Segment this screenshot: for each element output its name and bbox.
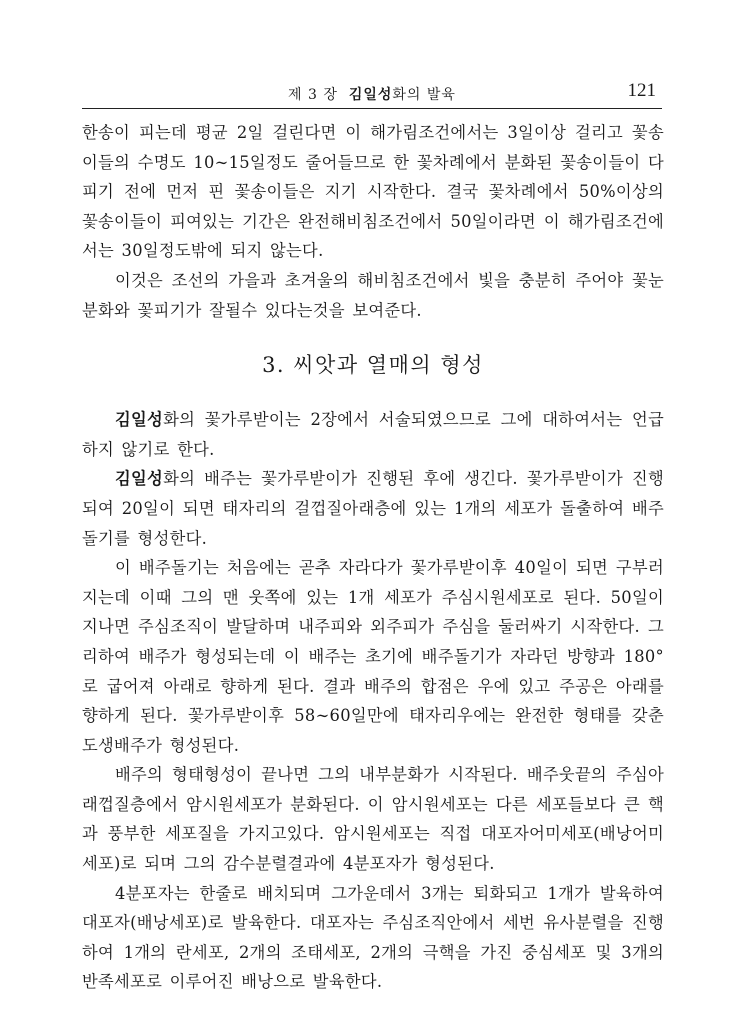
body-text (82, 118, 664, 997)
chapter-suffix: 화의 발육 (392, 87, 456, 103)
paragraph-3 (82, 405, 664, 464)
paragraph-text: 화의 꽃가루받이는 2장에서 서술되였으므로 그에 대하여서는 언급하지 않기로 한다. (82, 410, 664, 459)
paragraph-1 (82, 118, 664, 266)
chapter-prefix: 제 3 장 (288, 87, 338, 103)
paragraph-2 (82, 266, 664, 325)
section-heading: 3. 씨앗과 열매의 형성 (262, 353, 484, 378)
chapter-name-bold: 김일성 (348, 87, 393, 103)
paragraph-bold: 김일성 (115, 469, 164, 489)
page-number: 121 (627, 80, 656, 101)
paragraph-text: 배주의 형태형성이 끝나면 그의 내부분화가 시작된다. 배주웃끝의 주심아래껍질층에서 암시원세포가 분화된다. 이 암시원세포는 다른 세포들보다 큰 핵과 풍부한 세포질을 가지고있다. 암시원세포는 직접 대포자어미세포(배낭어미세포)로 되며 그의 감수분렬결과에 4분포자가 형성된다. (82, 765, 664, 874)
paragraph-text: 화의 배주는 꽃가루받이가 진행된 후에 생긴다. 꽃가루받이가 진행되여 20일이 되면 태자리의 걸껍질아래층에 있는 1개의 세포가 돌출하여 배주돌기를 형성한다. (82, 469, 664, 548)
paragraph-4 (82, 464, 664, 553)
paragraph-text: 4분포자는 한줄로 배치되며 그가운데서 3개는 퇴화되고 1개가 발육하여 대포자(배낭세포)로 발육한다. 대포자는 주심조직안에서 세번 유사분렬을 진행하여 1개의 란세포, 2개의 조태세포, 2개의 극핵을 가진 중심세포 및 3개의 반족세포로 이루어진 배낭으로 발육한다. (82, 883, 664, 992)
paragraph-text: 이것은 조선의 가을과 초겨울의 해비침조건에서 빛을 충분히 주어야 꽃눈분화와 꽃피기가 잘될수 있다는것을 보여준다. (82, 270, 664, 320)
chapter-title (82, 84, 662, 104)
paragraph-6 (82, 760, 664, 878)
running-header (82, 78, 662, 109)
paragraph-5 (82, 553, 664, 760)
paragraph-7 (82, 879, 664, 997)
paragraph-text: 한송이 피는데 평균 2일 걸린다면 이 해가림조건에서는 3일이상 걸리고 꽃송이들의 수명도 10∼15일정도 줄어들므로 한 꽃차례에서 분화된 꽃송이들이 다 피기 전에 먼저 핀 꽃송이들은 지기 시작한다. 결국 꽃차례에서 50%이상의 꽃송이들이 피여있는 기간은 완전해비침조건에서 50일이라면 이 해가림조건에서는 30일정도밖에 되지 않는다. (82, 123, 664, 261)
paragraph-bold: 김일성 (115, 410, 164, 430)
paragraph-text: 이 배주돌기는 처음에는 곧추 자라다가 꽃가루받이후 40일이 되면 구부러지는데 이때 그의 맨 웃쪽에 있는 1개 세포가 주심시원세포로 된다. 50일이 지나면 주심조직이 발달하며 내주피와 외주피가 주심을 둘러싸기 시작한다. 그리하여 배주가 형성되는데 이 배주는 초기에 배주돌기가 자라던 방향과 180° 로 굽어져 아래로 향하게 된다. 결과 배주의 합점은 우에 있고 주공은 아래를 향하게 된다. 꽃가루받이후 58∼60일만에 태자리우에는 완전한 형태를 갖춘 도생배주가 형성된다. (82, 558, 664, 755)
